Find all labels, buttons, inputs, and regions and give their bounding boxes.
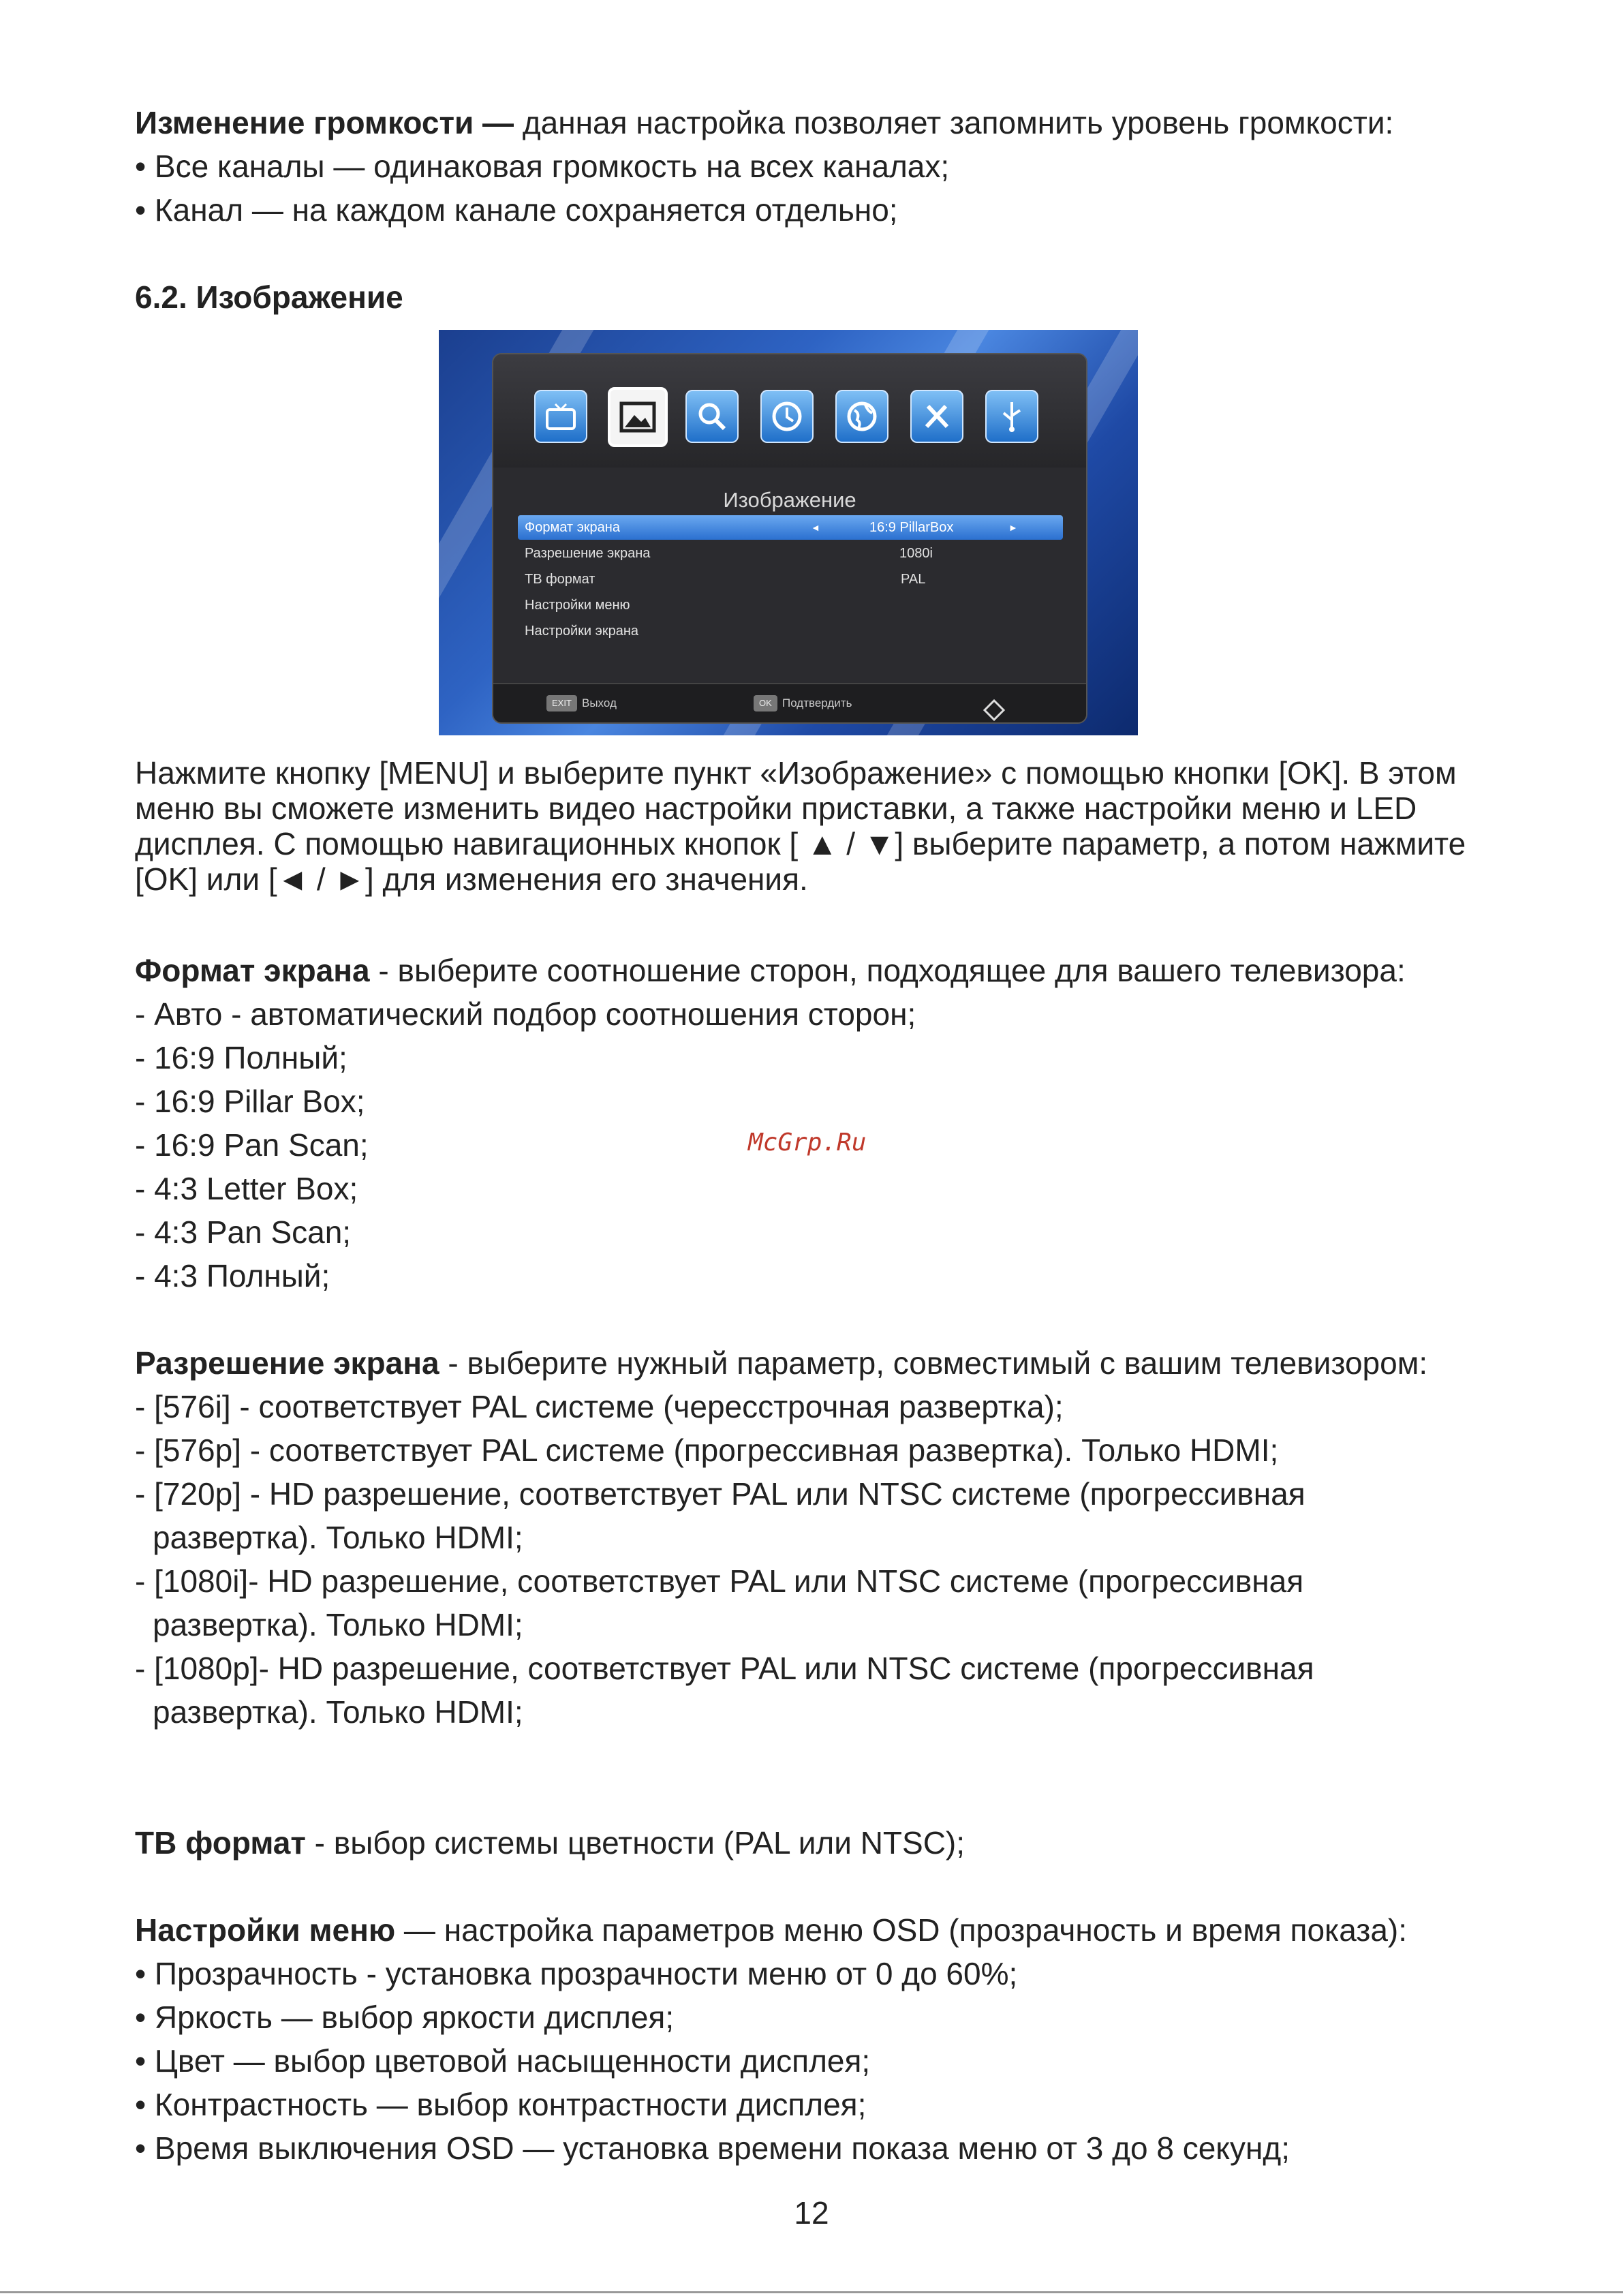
list-item-continuation: развертка). Только HDMI; [153,1520,523,1555]
watermark: McGrp.Ru [748,1129,867,1157]
resolution-text: - выберите нужный параметр, совместимый с вашим телевизором: [439,1345,1428,1381]
intro-line: дисплея. С помощью навигационных кнопок [ ▲ / ▼] выберите параметр, а потом нажмите [135,826,1466,861]
menu-row-screen-format[interactable] [518,515,1063,540]
intro-line: [OK] или [◄ / ►] для изменения его значения. [135,861,808,897]
volume-heading: Изменение громкости — [135,105,514,140]
menu-row-tv-format[interactable] [518,567,1063,592]
list-item: • Время выключения OSD — установка времени показа меню от 3 до 8 секунд; [135,2130,1290,2166]
list-item: • Контрастность — выбор контрастности дисплея; [135,2087,867,2122]
list-item: • Яркость — выбор яркости дисплея; [135,2000,675,2035]
section-title: 6.2. Изображение [135,279,403,315]
row-label: Настройки меню [525,598,630,613]
menu-row-resolution[interactable] [518,541,1063,566]
menu-row-menu-settings[interactable] [518,593,1063,617]
row-label: Настройки экрана [525,624,638,639]
navigation-icon [983,692,1006,729]
list-item-continuation: развертка). Только HDMI; [153,1607,523,1642]
row-value: PAL [901,572,926,587]
list-item: - [576i] - соответствует PAL системе (чересстрочная развертка); [135,1389,1064,1424]
menu-settings-text: — настройка параметров меню OSD (прозрачность и время показа): [395,1912,1408,1948]
list-item: - 4:3 Pan Scan; [135,1214,352,1250]
resolution-paragraph [135,1341,1427,1385]
menu-screenshot [439,330,1138,735]
menu-settings-paragraph [135,1908,1407,1952]
tools-icon [910,390,963,443]
list-item: - [1080i]- HD разрешение, соответствует PAL или NTSC системе (прогрессивная [135,1563,1304,1599]
list-item: - 4:3 Полный; [135,1258,330,1294]
list-item: • Все каналы — одинаковая громкость на всех каналах; [135,149,950,184]
format-heading: Формат экрана [135,953,370,988]
list-item: - [1080p]- HD разрешение, соответствует PAL или NTSC системе (прогрессивная [135,1651,1314,1686]
row-value: 1080i [899,546,933,561]
list-item: • Прозрачность - установка прозрачности меню от 0 до 60%; [135,1956,1018,1991]
page-number: 12 [794,2195,829,2231]
menu-settings-heading: Настройки меню [135,1912,396,1948]
row-value: 16:9 PillarBox [869,520,954,535]
row-label: Разрешение экрана [525,546,651,561]
list-item-continuation: развертка). Только HDMI; [153,1694,523,1730]
tvformat-paragraph [135,1821,965,1865]
usb-icon [985,390,1038,443]
volume-text: данная настройка позволяет запомнить уровень громкости: [514,105,1394,140]
menu-footer [493,683,1086,722]
row-label: Формат экрана [525,520,620,535]
resolution-heading: Разрешение экрана [135,1345,439,1381]
list-item: - 4:3 Letter Box; [135,1171,358,1206]
menu-row-screen-settings[interactable] [518,619,1063,643]
intro-line: меню вы сможете изменить видео настройки приставки, а также настройки меню и LED [135,791,1417,826]
menu-panel [492,353,1087,724]
list-item: - 16:9 Полный; [135,1040,347,1075]
intro-line: Нажмите кнопку [MENU] и выберите пункт «Изображение» с помощью кнопки [OK]. В этом [135,755,1457,791]
globe-icon [835,390,888,443]
format-text: - выберите соотношение сторон, подходящее для вашего телевизора: [369,953,1406,988]
format-paragraph [135,949,1406,992]
list-item: - [720p] - HD разрешение, соответствует PAL или NTSC системе (прогрессивная [135,1476,1305,1512]
ok-key-icon: OK [754,695,777,711]
volume-paragraph [135,101,1393,144]
clock-icon [760,390,814,443]
tvformat-heading: ТВ формат [135,1825,306,1861]
menu-title: Изображение [723,488,856,512]
exit-label: Выход [582,697,617,709]
left-arrow-icon: ◄ [811,522,820,533]
tvformat-text: - выбор системы цветности (PAL или NTSC); [305,1825,965,1861]
search-icon [685,390,739,443]
list-item: - 16:9 Pan Scan; [135,1127,369,1163]
list-item: - Авто - автоматический подбор соотношения сторон; [135,996,916,1032]
list-item: - [576p] - соответствует PAL системе (прогрессивная развертка). Только HDMI; [135,1433,1279,1468]
list-item: • Цвет — выбор цветовой насыщенности дисплея; [135,2043,871,2079]
tv-icon [534,390,587,443]
ok-label: Подтвердить [782,697,852,709]
right-arrow-icon: ► [1008,522,1018,533]
list-item: • Канал — на каждом канале сохраняется отдельно; [135,192,898,228]
exit-key-icon: EXIT [546,695,577,711]
list-item: - 16:9 Pillar Box; [135,1084,365,1119]
page-bottom-rule [0,2291,1623,2293]
row-label: ТВ формат [525,572,596,587]
picture-icon [608,387,668,447]
